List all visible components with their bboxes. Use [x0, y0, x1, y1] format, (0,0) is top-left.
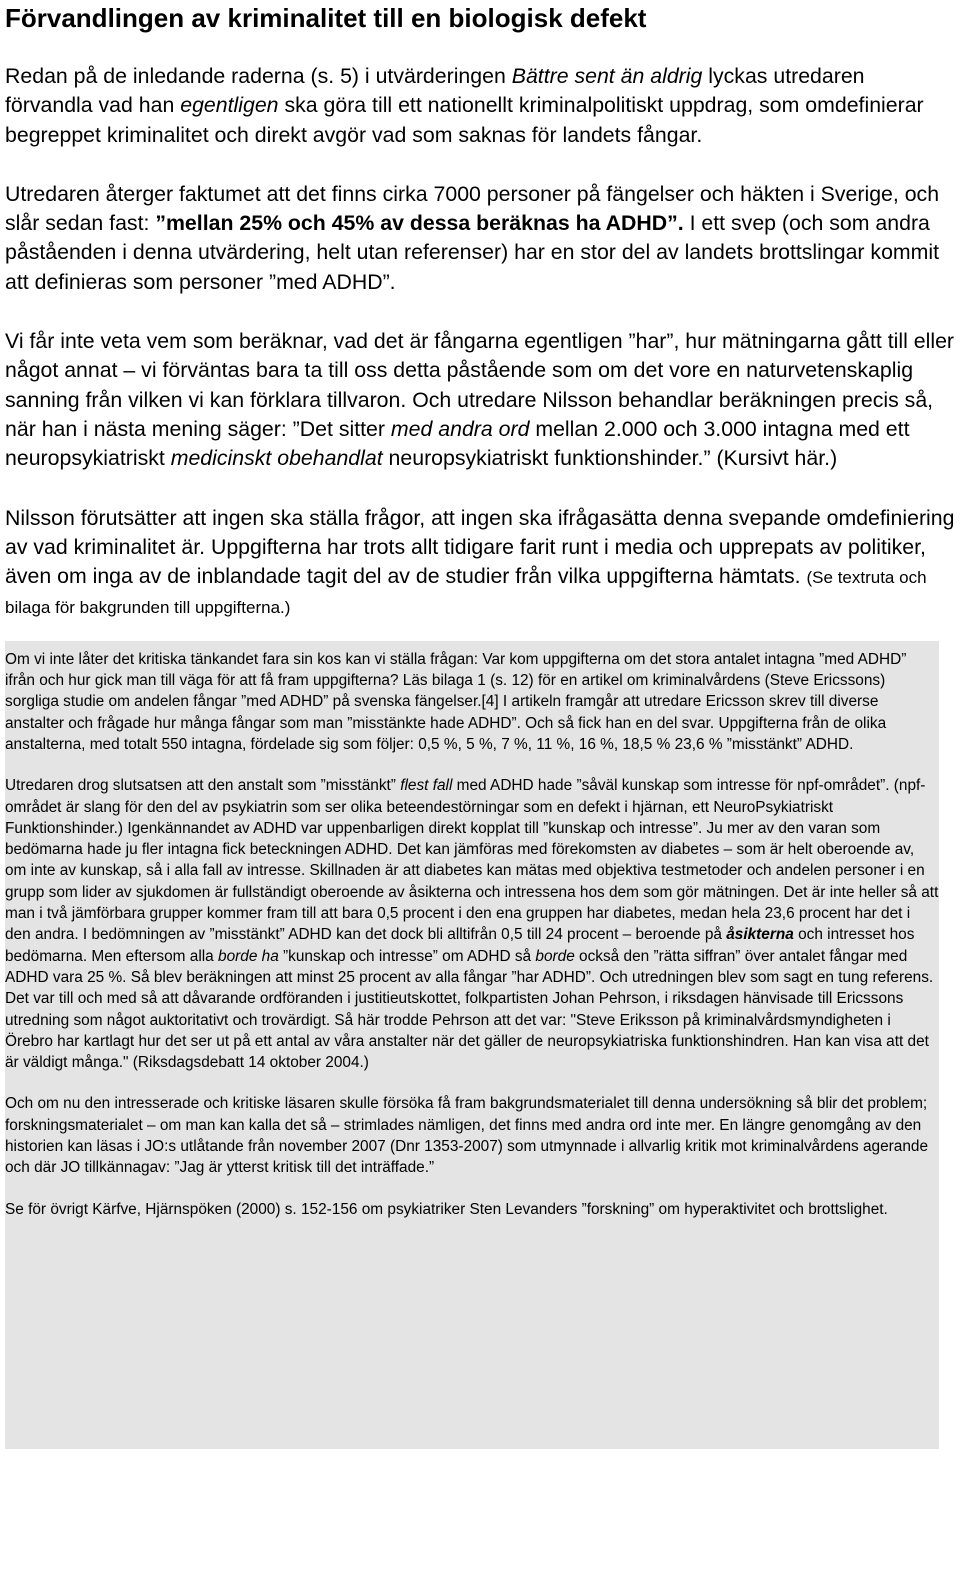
text-span: Utredaren återger faktumet att det finns cirka 7000 personer på fängelser och häkten i Sverige, och slår sedan fast: [5, 181, 940, 236]
text-span: Redan på de inledande raderna (s. 5) i utvärderingen [5, 64, 512, 88]
textbox-paragraph: Och om nu den intresserade och kritiske läsaren skulle försöka få fram bakgrundsmaterialet till denna undersökning så blir det problem; forskningsmaterialet – om man kan kalla det så – strimlades nämligen, det finns med andra ord inte mer. En längre genomgång av den historien kan läsas i JO:s utlåtande från november 2007 (Dnr 1353-2007) som utmynnade i allvarlig kritik mot kriminalvårdens agerande och där JO tillkännagav: ”Jag är ytterst kritisk till det inträffade.” [5, 1095, 929, 1177]
text-span: också den ”rätta siffran” över antalet fångar med ADHD vara 25 %. Så blev beräkningen att minst 25 procent av alla fångar ”har ADHD”. Och utredningen blev som sagt en tung referens. Det var till och med så att dåvarande ordföranden i justitieutskottet, folkpartisten Johan Pehrson, i riksdagen hänvisade till Ericssons utredning som något auktoritativt och trovärdigt. Så här trodde Pehrson att det var: "Steve Eriksson på kriminalvårdsmyndigheten i Örebro har kartlagt hur det ser ut på ett antal av våra anstalter när det gäller de neuropsykiatriska funktionshindren. Han kan visa att det är väldigt många." (Riksdagsdebatt 14 oktober 2004.) [5, 947, 934, 1072]
textbox-paragraph: Om vi inte låter det kritiska tänkandet fara sin kos kan vi ställa frågan: Var kom uppgifterna om det stora antalet intagna ”med ADHD” ifrån och hur gick man till väga för att få fram uppgifterna? Läs bilaga 1 (s. 12) för en artikel om kriminalvårdens (Steve Ericssons) sorgliga studie om andelen fångar ”med ADHD” på svenska fängelser.[4] I artikeln framgår att utredare Ericsson skrev till diverse anstalter och frågade hur många fångar som man ”misstänkte hade ADHD”. Och så fick han en del svar. Uppgifterna från de olika anstalterna, med totalt 550 intagna, fördelade sig som följer: 0,5 %, 5 %, 7 %, 11 %, 16 %, 18,5 % 23,6 % ”misstänkt” ADHD. [5, 650, 907, 753]
text-span: Nilsson förutsätter att ingen ska ställa frågor, att ingen ska ifrågasätta denna svepande omdefiniering av vad kriminalitet är. Uppgifterna har trots allt tidigare farit runt i media och upprepats av politiker, även om inga av de inblandade tagit del av de studier från vilka uppgifterna hämtats. [5, 505, 955, 589]
text-span-italic: borde ha [218, 947, 279, 965]
text-span-bold-italic: åsikterna [726, 926, 794, 944]
textbox-paragraph: Se för övrigt Kärfve, Hjärnspöken (2000) s. 152-156 om psykiatriker Sten Levanders ”forskning” om hyperaktivitet och brottslighet. [5, 1200, 888, 1218]
text-span-italic: borde [535, 947, 575, 965]
text-span: Utredaren drog slutsatsen att den anstalt som ”misstänkt” [5, 777, 401, 795]
sidebar-textbox [5, 641, 939, 1449]
text-span: ”kunskap och intresse” om ADHD så [278, 947, 536, 965]
text-span-italic: flest fall [400, 777, 453, 795]
text-span: med ADHD hade ”såväl kunskap som intresse för npf-området”. (npf-området är slang för den del av psykiatrin som ser olika beteendestörningar som en defekt i hjärnan, ett NeuroPsykiatriskt Funktionshinder.) Igenkännandet av ADHD var uppenbarligen direkt kopplat till ”kunskap och intresse”. Ju mer av den varan som bedömarna hade ju fler intagna fick beteckningen ADHD. Det kan jämföras med förekomsten av diabetes – som är helt oberoende av, om inte av kunskap, så i alla fall av intresse. Skillnaden är att diabetes kan mätas med objektiva testmetoder och andelen personer i en grupp som lider av sjukdomen är fullständigt oberoende av åsikterna och intressena hos dem som gör mätningen. Det är inte heller så att man i två jämförbara grupper kommer fram till att bara 0,5 procent i den ena gruppen har diabetes, medan hela 23,6 procent har det i den andra. I bedömningen av ”misstänkt” ADHD kan det dock bli alltifrån 0,5 till 24 procent – beroende på [5, 777, 939, 944]
document-page [5, 0, 955, 1449]
paragraph-quote [5, 180, 955, 297]
document-title: Förvandlingen av kriminalitet till en biologisk defekt [5, 3, 647, 33]
text-span: ska göra till ett nationellt kriminalpolitiskt uppdrag, som omdefinierar begreppet kriminalitet och direkt avgör vad som saknas för landets fångar. [5, 93, 924, 147]
text-span-italic: Bättre sent än aldrig [511, 64, 703, 88]
text-span-bold: ”mellan 25% och 45% av dessa beräknas ha ADHD”. [155, 211, 684, 236]
text-span-italic: medicinskt obehandlat [170, 446, 383, 471]
text-span-italic: med andra ord [390, 416, 530, 441]
textbox-paragraph [5, 775, 939, 1073]
paragraph-intro [5, 62, 955, 150]
text-span: Vi får inte veta vem som beräknar, vad det är fångarna egentligen ”har”, hur mätningarna gått till eller något annat – vi förväntas bara ta till oss detta påstående som om det vore en naturvetenskaplig sanning från vilken vi kan förklara tillvaron. Och utredare Nilsson behandlar beräkningen precis så, när han i nästa mening säger: ”Det sitter [5, 329, 955, 441]
paragraph-analysis [5, 327, 955, 473]
paragraph-conclusion [5, 504, 955, 623]
text-span-small: (Se textruta och bilaga för bakgrunden till uppgifterna.) [5, 568, 927, 618]
text-span-italic: egentligen [180, 93, 279, 118]
text-span: neuropsykiatriskt funktionshinder.” (Kursivt här.) [382, 446, 838, 471]
text-span: mellan 2.000 och 3.000 intagna med ett neuropsykiatriskt [5, 416, 910, 471]
text-span: och intresset hos bedömarna. Men eftersom alla [5, 926, 915, 965]
text-span: lyckas utredaren förvandla vad han [5, 64, 865, 118]
text-span: I ett svep (och som andra påståenden i denna utvärdering, helt utan referenser) har en stor del av landets brottslingar kommit att definieras som personer ”med ADHD”. [5, 211, 940, 294]
